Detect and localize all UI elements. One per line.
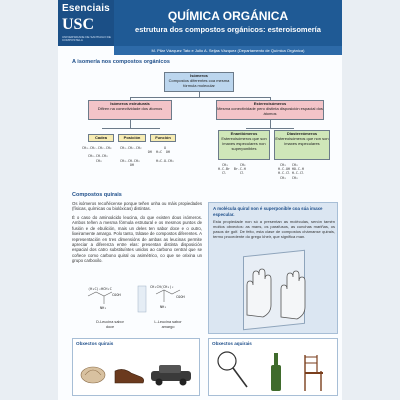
svg-text:COOH: COOH	[112, 293, 121, 297]
cadea-box	[88, 134, 114, 142]
enantiomeros-title: Enantiómeros	[230, 131, 258, 136]
cadea-label: Cadea	[94, 135, 107, 140]
posicion-box	[118, 134, 146, 142]
authors-text: M. Pilar Vázquez Tato e Julio A. Seijas Vázquez (Departamento de Química Orgánica)	[151, 48, 305, 53]
diagram-section-title: A isomería nos compostos orgánicos	[72, 59, 170, 65]
authors-bar	[114, 46, 342, 55]
svg-text:NH₂: NH₂	[100, 306, 107, 310]
chair-icon	[305, 355, 323, 391]
estruturais-text: Difiren na conectividade dos átomos	[97, 106, 163, 111]
chiral-objects-images	[77, 351, 197, 393]
diastereomeros-title: Diastereómeros	[286, 131, 318, 136]
estruturais-box	[88, 100, 172, 120]
right-hand-icon	[281, 271, 305, 319]
enantiomeros-text: Estereoisómeros que son imaxes especulares non superponibles	[221, 136, 267, 151]
funcion-box	[150, 134, 176, 142]
bottle-icon	[271, 353, 281, 391]
achiral-objects-images	[213, 349, 335, 393]
svg-text:(H₃C)₂HCH₂C: (H₃C)₂HCH₂C	[88, 287, 112, 291]
svg-text:COOH: COOH	[176, 295, 185, 299]
connector-line	[130, 97, 270, 98]
l-leucina-label: L-Leucina sabor amargo	[154, 320, 182, 329]
enantiomeros-box	[218, 130, 270, 160]
logo-usc-mark: USC	[62, 16, 95, 33]
quirais-section-title: Compostos quirais	[72, 192, 122, 198]
chiral-objects-panel	[72, 338, 200, 396]
cadea-formula: CH₃-CH₂-CH₂-CH₃ CH₃-CH-CH₃ CH₃	[82, 146, 112, 163]
isomeros-title: Isómeros	[190, 73, 208, 78]
leucina-molecules	[82, 284, 202, 318]
chiral-objects-title: Obxectos quirais	[76, 341, 114, 346]
d-leucina-label: D-Leucina sabor doce	[96, 320, 124, 329]
connector-line	[102, 128, 160, 129]
estereo-title: Estereoisómeros	[253, 101, 287, 106]
estruturais-title: Isómeros estruturais	[110, 101, 150, 106]
estereoisomeros-box	[216, 100, 324, 120]
header-banner	[58, 0, 342, 53]
quirais-paragraph-1: Os isómeros recoñécense porque teñen unha ou máis propiedades (físicas, químicas ou biolóxicas) distintas.	[72, 201, 202, 212]
diastereomeros-box	[274, 130, 330, 160]
usc-logo	[58, 0, 114, 46]
achiral-objects-title: Obxectos aquirais	[212, 341, 252, 346]
diastereomeros-text: Estereoisómeros que non son imaxes especulares	[275, 136, 329, 146]
connector-line	[270, 120, 271, 128]
logo-university-name: UNIVERSIDADE DE SANTIAGO DE COMPOSTELA	[62, 35, 111, 42]
quirais-paragraph-2: É o caso do aminoácido leucina, do que existen dous isómeros. Ambos teñen a mesma fórmula estrutural e os mesmos puntos de fusión e de ebulición, mais un deles ten sabor doce e o outro, lixeiramente amargo. Polo tanto, trátase de compostos diferentes. A representación en tres dimensións de ambas as leucinas permite apreciar a diferenza entre elas: presentan distinta disposición espacial dos catro substituíntes unidos ao carbono central que se coñece como carbono quiral ou asimétrico, co que se orixina un grupo carboxilo.	[72, 215, 202, 264]
highlight-title: A molécula quiral non é superponible coa súa imaxe especular.	[213, 206, 323, 217]
page-subtitle: estrutura dos compostos orgánicos: esteroisomería	[135, 25, 321, 34]
highlight-text: Esta propiedade non só a presentan as moléculas, senón tamén moitos obxectos: as mans, os parafusos, as cunchas mariñas, os pasos de golf. De feito, esta clase de compostos chámanse quirais, termo procedente do grego kheir, que significa man.	[213, 219, 335, 239]
connector-line	[130, 120, 131, 128]
estereo-text: Mesma conectividade pero distinta disposición espacial dos átomos	[217, 106, 323, 116]
posicion-label: Posición	[123, 135, 141, 140]
page-title: QUÍMICA ORGÁNICA	[167, 9, 289, 23]
chirality-highlight-box	[208, 202, 338, 334]
shoe-icon	[115, 369, 144, 383]
isomeros-box	[164, 72, 234, 92]
achiral-objects-panel	[208, 338, 338, 396]
enantiomeros-formula: CH₃ CH₃ H-C-Br Br-C-H Cl Cl	[218, 163, 246, 176]
left-hand-icon	[247, 269, 271, 317]
connector-line	[246, 128, 294, 129]
posicion-formula: CH₃-CH₂-CH₂ OH CH₃-CH-CH₃ OH	[120, 146, 152, 167]
hands-illustration	[229, 255, 319, 325]
svg-text:NH₂: NH₂	[160, 305, 167, 309]
diastereomeros-formula: CH₃ CH₃ H-C-OH HO-C-H H-C-Cl H-C-Cl CH₃ CH₃	[278, 163, 304, 180]
funcion-formula: O H₃C OH H₃C-O-CH₃	[156, 146, 174, 163]
isomeros-text: Compostos diferentes coa mesma fórmula molecular	[168, 78, 230, 88]
tennis-racket-icon	[218, 352, 247, 387]
logo-series-label: Esenciais	[62, 3, 110, 14]
seashell-icon	[81, 367, 105, 383]
svg-text:CH₂CH(CH₃)₂: CH₂CH(CH₃)₂	[150, 285, 174, 289]
funcion-label: Función	[155, 135, 171, 140]
poster-page	[58, 0, 342, 400]
car-icon	[151, 365, 191, 386]
